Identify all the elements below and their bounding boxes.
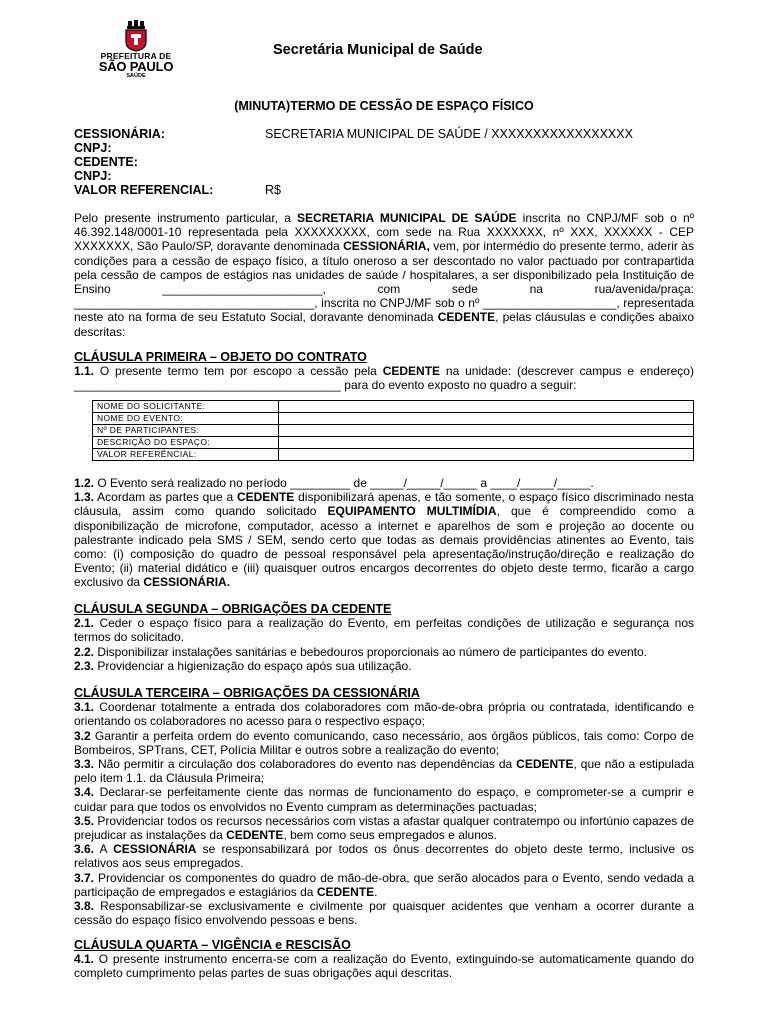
- clause-3-5: [74, 814, 694, 842]
- item-number: 3.4.: [74, 785, 95, 800]
- item-text: se responsabilizará por todos os ônus decorrentes do objeto deste termo, inclusive os relativos aos seus empregados.: [74, 842, 694, 871]
- clause-1-block: [74, 350, 694, 393]
- item-text: Responsabilizar-se exclusivamente e civilmente por quaisquer acidentes que venham a ocorrer durante a cessão do espaço físico envolvendo pessoas e bens.: [74, 899, 694, 928]
- party-fields: [74, 127, 633, 197]
- clause-4-1: [74, 952, 694, 980]
- item-text: Disponibilizar instalações sanitárias e bebedouros proporcionais ao número de participantes do evento.: [94, 644, 648, 659]
- item-text: Declarar-se perfeitamente ciente das normas de funcionamento do espaço, e comprometer-se a cumprir e cuidar para que todos os envolvidos no Evento cumpram as determinações pactuadas;: [74, 785, 694, 814]
- clause-2-3: [74, 659, 694, 673]
- field-row: [74, 127, 633, 141]
- clause-1-3: [74, 490, 694, 589]
- item-text: na unidade: (descrever campus e endereço) ________________________________________ para do evento exposto no quadro a seguir:: [74, 364, 694, 393]
- header-title: Secretária Municipal de Saúde: [273, 42, 483, 58]
- item-bold: CEDENTE: [316, 884, 375, 899]
- field-row: [74, 155, 633, 169]
- item-number: 3.8.: [74, 899, 95, 914]
- item-text: O Evento será realizado no período _________ de _____/_____/_____ a ____/_____/_____.: [94, 476, 594, 490]
- field-value: R$: [265, 183, 281, 197]
- item-text: .: [374, 884, 378, 899]
- item-text: , que não a estipulada pelo item 1.1. da Cláusula Primeira;: [74, 757, 694, 786]
- clause-2-1: [74, 616, 694, 644]
- item-text: , que é compreendido como a disponibilização de microfone, computador, acesso a internet e aparelhos de som e projeção ao docente ou palestrante indicado pela SMS / SEM, sendo certo que todas as demais providências atinentes ao Evento, tais como: (i) composição do quadro de pessoal responsável pela apresentação/instrução/direção e realização do Evento; (ii) material didático e (iii) quaisquer outros encargos decorrentes do objeto deste termo, ficarão a cargo exclusivo da: [74, 504, 695, 590]
- item-number: 3.1.: [74, 700, 95, 715]
- item-text: O presente instrumento encerra-se com a realização do Evento, extinguindo-se automaticamente quando do completo cumprimento pelas partes de suas obrigações aqui descritas.: [74, 952, 694, 981]
- clause-3-7: [74, 871, 694, 899]
- item-number: 2.2.: [74, 644, 95, 659]
- clause-2-block: [74, 602, 694, 673]
- table-row: [93, 401, 694, 413]
- intro-paragraph: [74, 211, 694, 339]
- item-text: Não permitir a circulação dos colaboradores do evento nas dependências da: [94, 757, 517, 772]
- field-row: [74, 141, 633, 155]
- field-row: [74, 169, 633, 183]
- clause-2-heading: CLÁUSULA SEGUNDA – OBRIGAÇÕES DA CEDENTE: [74, 602, 392, 616]
- item-text: Ceder o espaço físico para a realização do Evento, em perfeitas condições de utilização e segurança nos termos do solicitado.: [74, 616, 694, 645]
- intro-text: inscrita no CNPJ/MF sob o nº 46.392.148/0001-10 representada pela XXXXXXXXX, com sede na Rua XXXXXXX, nº XXX, XXXXXX - CEP XXXXXXX, São Paulo/SP, doravante denominada: [74, 211, 695, 254]
- field-label: CNPJ:: [74, 169, 112, 183]
- clause-1-2: [74, 476, 694, 490]
- item-number: 3.3.: [74, 757, 95, 772]
- item-bold: CEDENTE: [236, 490, 295, 505]
- item-number: 1.1.: [74, 364, 95, 379]
- item-text: Garantir a perfeita ordem do evento comunicando, caso necessário, aos órgãos públicos, tais como: Corpo de Bombeiros, SPTrans, CET, Polícia Militar e outros sobre a realização do evento;: [74, 728, 694, 757]
- document-title: (MINUTA)TERMO DE CESSÃO DE ESPAÇO FÍSICO: [234, 99, 534, 113]
- clause-3-4: [74, 785, 694, 813]
- item-number: 3.7.: [74, 870, 95, 885]
- intro-text: Pelo presente instrumento particular, a: [74, 211, 298, 225]
- table-row: [93, 425, 694, 437]
- clause-4-block: [74, 938, 694, 981]
- clause-2-2: [74, 645, 694, 659]
- clause-3-1: [74, 700, 694, 728]
- item-number: 3.2: [74, 728, 91, 743]
- item-bold: CEDENTE: [226, 828, 284, 843]
- item-number: 2.1.: [74, 616, 95, 631]
- item-text: Providenciar a higienização do espaço após sua utilização.: [94, 658, 412, 673]
- logo-line-3: SAÚDE: [126, 73, 146, 79]
- item-number: 2.3.: [74, 658, 95, 673]
- item-number: 1.2.: [74, 476, 95, 490]
- table-label: NOME DO EVENTO:: [93, 413, 279, 425]
- field-value: SECRETARIA MUNICIPAL DE SAÚDE / XXXXXXXXXXXXXXXXX: [265, 127, 633, 141]
- intro-bold: CESSIONÁRIA,: [343, 239, 430, 254]
- item-text: Coordenar totalmente a entrada dos colaboradores com mão-de-obra própria ou contratada, identificando e orientando os colaboradores no acesso para o respectivo espaço;: [74, 700, 694, 729]
- item-bold: EQUIPAMENTO MULTIMÍDIA: [327, 504, 497, 519]
- item-text: , bem como seus empregados e alunos.: [283, 828, 497, 843]
- clause-4-heading: CLÁUSULA QUARTA – VIGÊNCIA e RESCISÃO: [74, 938, 351, 952]
- table-label: Nº DE PARTICIPANTES:: [93, 425, 279, 437]
- clause-1-heading: CLÁUSULA PRIMEIRA – OBJETO DO CONTRATO: [74, 350, 367, 364]
- intro-text: , pelas cláusulas e condições abaixo descritas:: [74, 310, 694, 339]
- clause-3-8: [74, 899, 694, 927]
- item-text: A: [94, 842, 114, 857]
- clause-3-3: [74, 757, 694, 785]
- intro-bold: SECRETARIA MUNICIPAL DE SAÚDE: [297, 211, 517, 225]
- field-label: VALOR REFERENCIAL:: [74, 183, 214, 197]
- table-value: [279, 425, 694, 437]
- clause-3-2: [74, 729, 694, 757]
- clause-3-heading: CLÁUSULA TERCEIRA – OBRIGAÇÕES DA CESSIONÁRIA: [74, 686, 420, 700]
- event-info-table: [92, 400, 694, 461]
- table-label: DESCRIÇÃO DO ESPAÇO:: [93, 437, 279, 449]
- item-text: Providenciar os componentes do quadro de mão-de-obra, que serão alocados para o Evento, sendo vedada a participação de empregados e estagiários da: [74, 870, 694, 899]
- table-value: [279, 449, 694, 461]
- item-bold: CESSIONÁRIA.: [143, 575, 231, 590]
- intro-bold: CEDENTE: [437, 310, 496, 325]
- item-number: 1.3.: [74, 490, 95, 505]
- city-crest-icon: [122, 20, 150, 52]
- item-bold: CESSIONÁRIA: [113, 842, 197, 857]
- table-label: VALOR REFERÊNCIAL:: [93, 449, 279, 461]
- table-label: NOME DO SOLICITANTE:: [93, 401, 279, 413]
- table-row: [93, 413, 694, 425]
- field-label: CEDENTE:: [74, 155, 138, 169]
- item-number: 4.1.: [74, 952, 95, 967]
- clause-1-continued: [74, 476, 694, 590]
- intro-text: vem, por intermédio do presente termo, aderir às condições para a cessão de espaço físico, a título oneroso a ser descontado no valor pactuado por contrapartida pela cessão de campos de estágios nas unidades de saúde / hospitalares, a ser disponibilizado pela Instituição de Ensino ________________________, com sede na rua/avenida/praça: ____________________________________, inscrita no CNPJ/MF sob o nº ____________________, representada neste ato na forma de seu Estatuto Social, doravante denominada: [74, 239, 694, 325]
- table-value: [279, 413, 694, 425]
- item-bold: CEDENTE: [382, 364, 441, 379]
- table-row: [93, 437, 694, 449]
- item-text: O presente termo tem por escopo a cessão pela: [94, 364, 383, 379]
- item-bold: CEDENTE: [516, 757, 574, 772]
- logo-line-2: SÃO PAULO: [98, 59, 174, 74]
- item-text: Providenciar todos os recursos necessários com vistas a afastar qualquer contratempo ou infortúnio capazes de prejudicar as instalações da: [74, 813, 694, 843]
- item-text: Acordam as partes que a: [94, 490, 237, 505]
- item-text: disponibilizará apenas, e tão somente, o espaço físico discriminado nesta cláusula, assim como quando solicitado: [74, 490, 694, 519]
- clause-3-block: [74, 686, 694, 927]
- table-row: [93, 449, 694, 461]
- prefeitura-logo: [88, 20, 184, 79]
- logo-line-1: PREFEITURA DE: [100, 51, 172, 61]
- field-label: CNPJ:: [74, 141, 112, 155]
- field-label: CESSIONÁRIA:: [74, 127, 165, 141]
- item-number: 3.6.: [74, 842, 95, 857]
- field-row: [74, 183, 633, 197]
- clause-3-6: [74, 842, 694, 870]
- table-value: [279, 401, 694, 413]
- item-number: 3.5.: [74, 813, 95, 828]
- clause-1-1: [74, 364, 694, 392]
- table-value: [279, 437, 694, 449]
